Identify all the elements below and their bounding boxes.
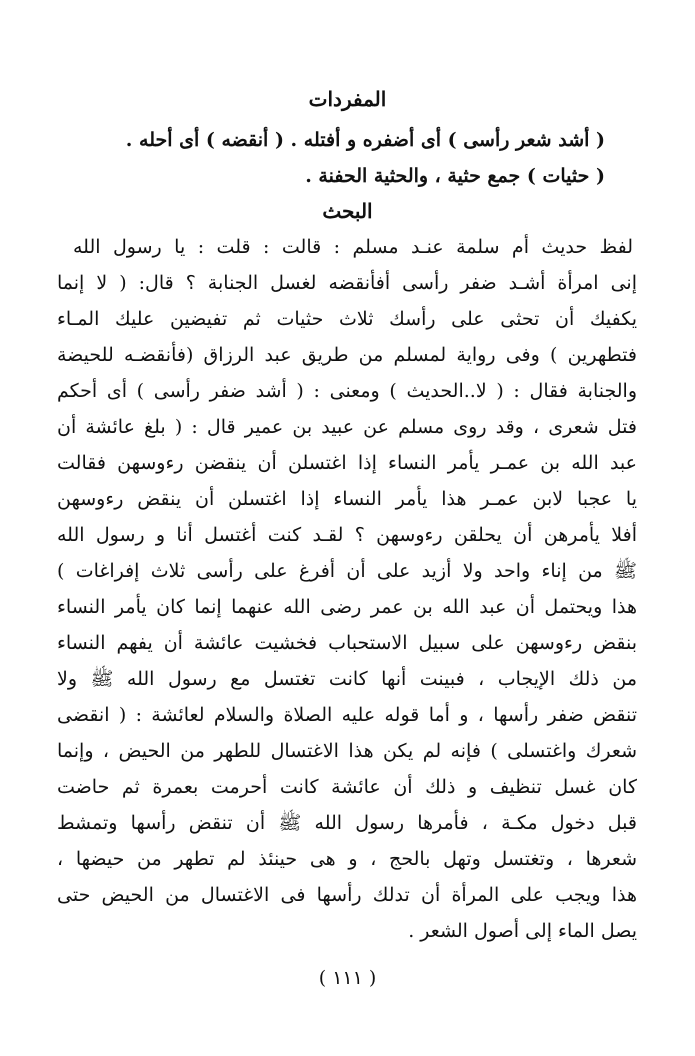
body-line-8: يا عجبا لابن عمـر هذا يأمر النساء إذا اغتسلن أن ينقض رءوسهن	[57, 488, 637, 510]
body-line-3: يكفيك أن تحثى على رأسك ثلاث حثيات ثم تفيضين عليك المـاء	[57, 308, 637, 330]
body-line-17: قبل دخول مكـة ، فأمرها رسول الله ﷺ أن تنقض رأسها وتمشط	[57, 812, 637, 834]
body-line-13: من ذلك الإيجاب ، فبينت أنها كانت تغتسل مع رسول الله ﷺ ولا	[57, 668, 637, 690]
body-line-11: هذا ويحتمل أن عبد الله بن عمر رضى الله عنهما إنما كان يأمر النساء	[57, 596, 637, 618]
body-line-16: كان غسل تنظيف و ذلك أن عائشة كانت أحرمت بعمرة ثم حاضت	[57, 776, 637, 798]
body-line-5: والجنابة فقال : ( لا..الحديث ) ومعنى : ( أشد ضفر رأسى ) أى أحكم	[57, 380, 637, 402]
body-line-18: شعرها ، وتغتسل وتهل بالحج ، و هى حينئذ لم تطهر من حيضها ،	[57, 848, 637, 870]
body-line-1: لفظ حديث أم سلمة عنـد مسلم : قالت : قلت : يا رسول الله	[73, 236, 633, 258]
body-line-9: أفلا يأمرهن أن يحلقن رءوسهن ؟ لقـد كنت أغتسل أنا و رسول الله	[57, 524, 637, 546]
body-line-4: فتطهرين ) وفى رواية لمسلم من طريق عبد الرزاق (فأنقضـه للحيضة	[57, 344, 637, 366]
body-line-20: يصل الماء إلى أصول الشعر .	[408, 920, 637, 942]
vocab-line-2: ( حثيات ) جمع حثية ، والحثية الحفنة .	[305, 165, 605, 187]
page-number: ( ١١١ )	[318, 967, 377, 989]
vocab-line-1: ( أشد شعر رأسى ) أى أضفره و أفتله . ( أنقضه ) أى أحله .	[125, 129, 605, 151]
body-line-19: هذا ويجب على المرأة أن تدلك رأسها فى الاغتسال من الحيض حتى	[57, 884, 637, 906]
body-line-12: بنقض رءوسهن على سبيل الاستحباب فخشيت عائشة أن يفهم النساء	[57, 632, 637, 654]
vocab-heading: المفردات	[308, 87, 387, 111]
body-line-10: ﷺ من إناء واحد ولا أزيد على أن أفرغ على رأسى ثلاث إفراغات )	[57, 560, 637, 582]
body-line-6: فتل شعرى ، وقد روى مسلم عن عبيد بن عمير قال : ( بلغ عائشة أن	[57, 416, 637, 438]
body-line-15: شعرك واغتسلى ) فإنه لم يكن هذا الاغتسال للطهر من الحيض ، وإنما	[57, 740, 637, 762]
body-line-2: إنى امرأة أشـد ضفر رأسى أفأنقضه لغسل الجنابة ؟ قال: ( لا إنما	[57, 272, 637, 294]
body-line-14: تنقض ضفر رأسها ، و أما قوله عليه الصلاة والسلام لعائشة : ( انقضى	[57, 704, 637, 726]
body-line-7: عبد الله بن عمـر يأمر النساء إذا اغتسلن أن ينقضن رءوسهن فقالت	[57, 452, 637, 474]
research-heading: البحث	[322, 199, 373, 223]
